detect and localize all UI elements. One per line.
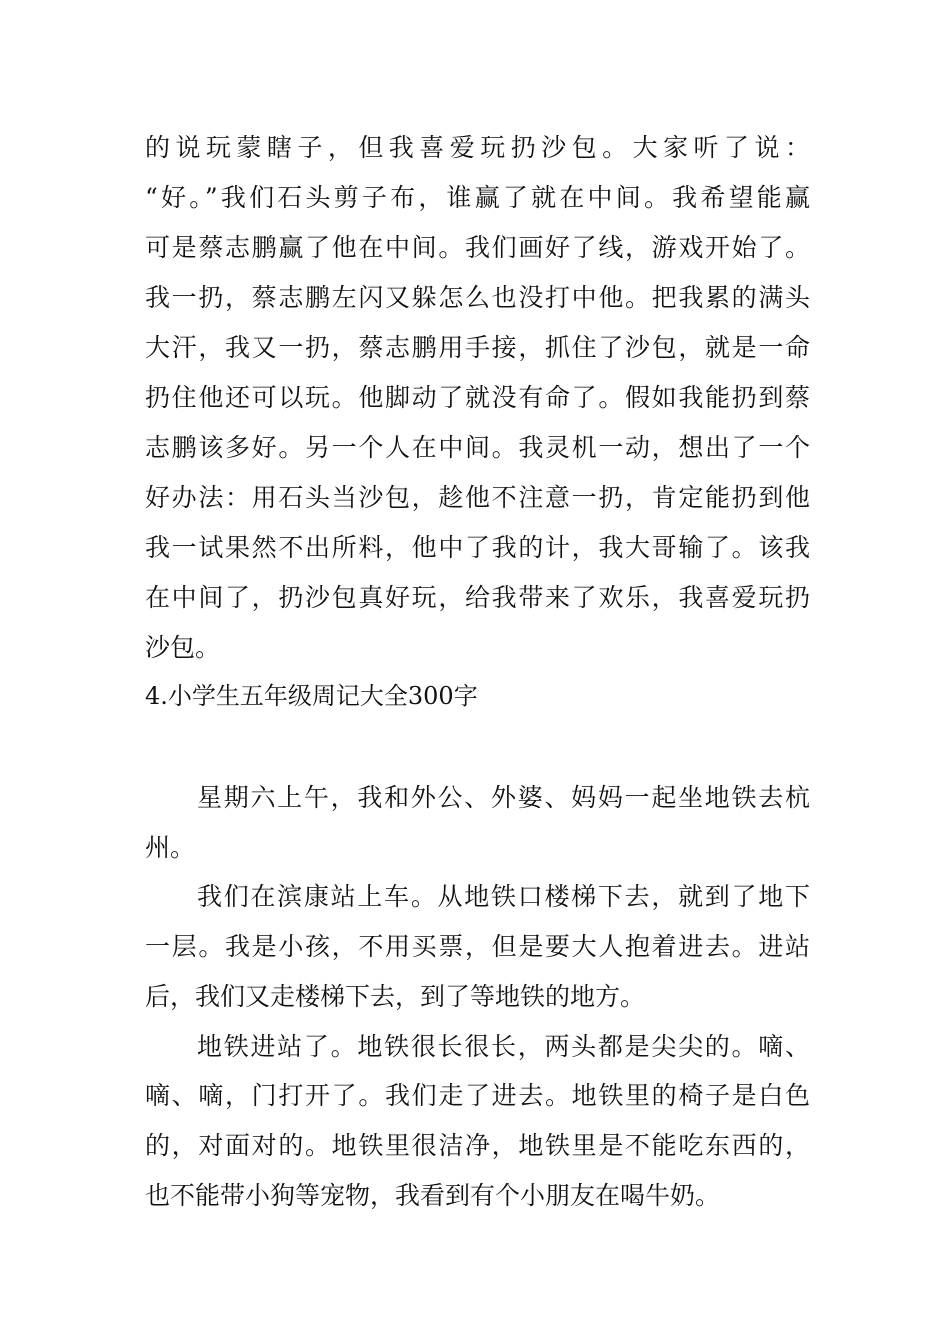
text-line: 嘀、嘀，门打开了。我们走了进去。地铁里的椅子是白色 — [145, 1081, 810, 1110]
text-line: 的说玩蒙瞎子，但我喜爱玩扔沙包。大家听了说： — [145, 133, 810, 162]
text-line: 扔住他还可以玩。他脚动了就没有命了。假如我能扔到蔡 — [145, 383, 810, 412]
text-line: 后，我们又走楼梯下去，到了等地铁的地方。 — [145, 982, 646, 1011]
text-line: 我们在滨康站上车。从地铁口楼梯下去，就到了地下 — [197, 882, 810, 911]
text-line: 一层。我是小孩，不用买票，但是要大人抱着进去。进站 — [145, 932, 810, 961]
text-line: 的，对面对的。地铁里很洁净，地铁里是不能吃东西的， — [145, 1131, 810, 1160]
text-line: 也不能带小狗等宠物，我看到有个小朋友在喝牛奶。 — [145, 1181, 721, 1210]
text-line: 我一扔，蔡志鹏左闪又躲怎么也没打中他。把我累的满头 — [145, 283, 810, 312]
text-line: “好。”我们石头剪子布，谁赢了就在中间。我希望能赢 — [145, 183, 810, 212]
text-line: 沙包。 — [145, 633, 221, 662]
text-line: 可是蔡志鹏赢了他在中间。我们画好了线，游戏开始了。 — [145, 233, 810, 262]
text-line: 我一试果然不出所料，他中了我的计，我大哥输了。该我 — [145, 533, 810, 562]
text-line: 地铁进站了。地铁很长很长，两头都是尖尖的。嘀、 — [197, 1032, 810, 1061]
text-line: 志鹏该多好。另一个人在中间。我灵机一动，想出了一个 — [145, 433, 810, 462]
text-line: 好办法：用石头当沙包，趁他不注意一扔，肯定能扔到他 — [145, 483, 810, 512]
text-line: 在中间了，扔沙包真好玩，给我带来了欢乐，我喜爱玩扔 — [145, 583, 810, 612]
text-line: 大汗，我又一扔，蔡志鹏用手接，抓住了沙包，就是一命 — [145, 333, 810, 362]
text-line: 州。 — [145, 833, 196, 862]
text-line: 星期六上午，我和外公、外婆、妈妈一起坐地铁去杭 — [197, 783, 810, 812]
section-heading: 4.小学生五年级周记大全300字 — [145, 682, 478, 710]
